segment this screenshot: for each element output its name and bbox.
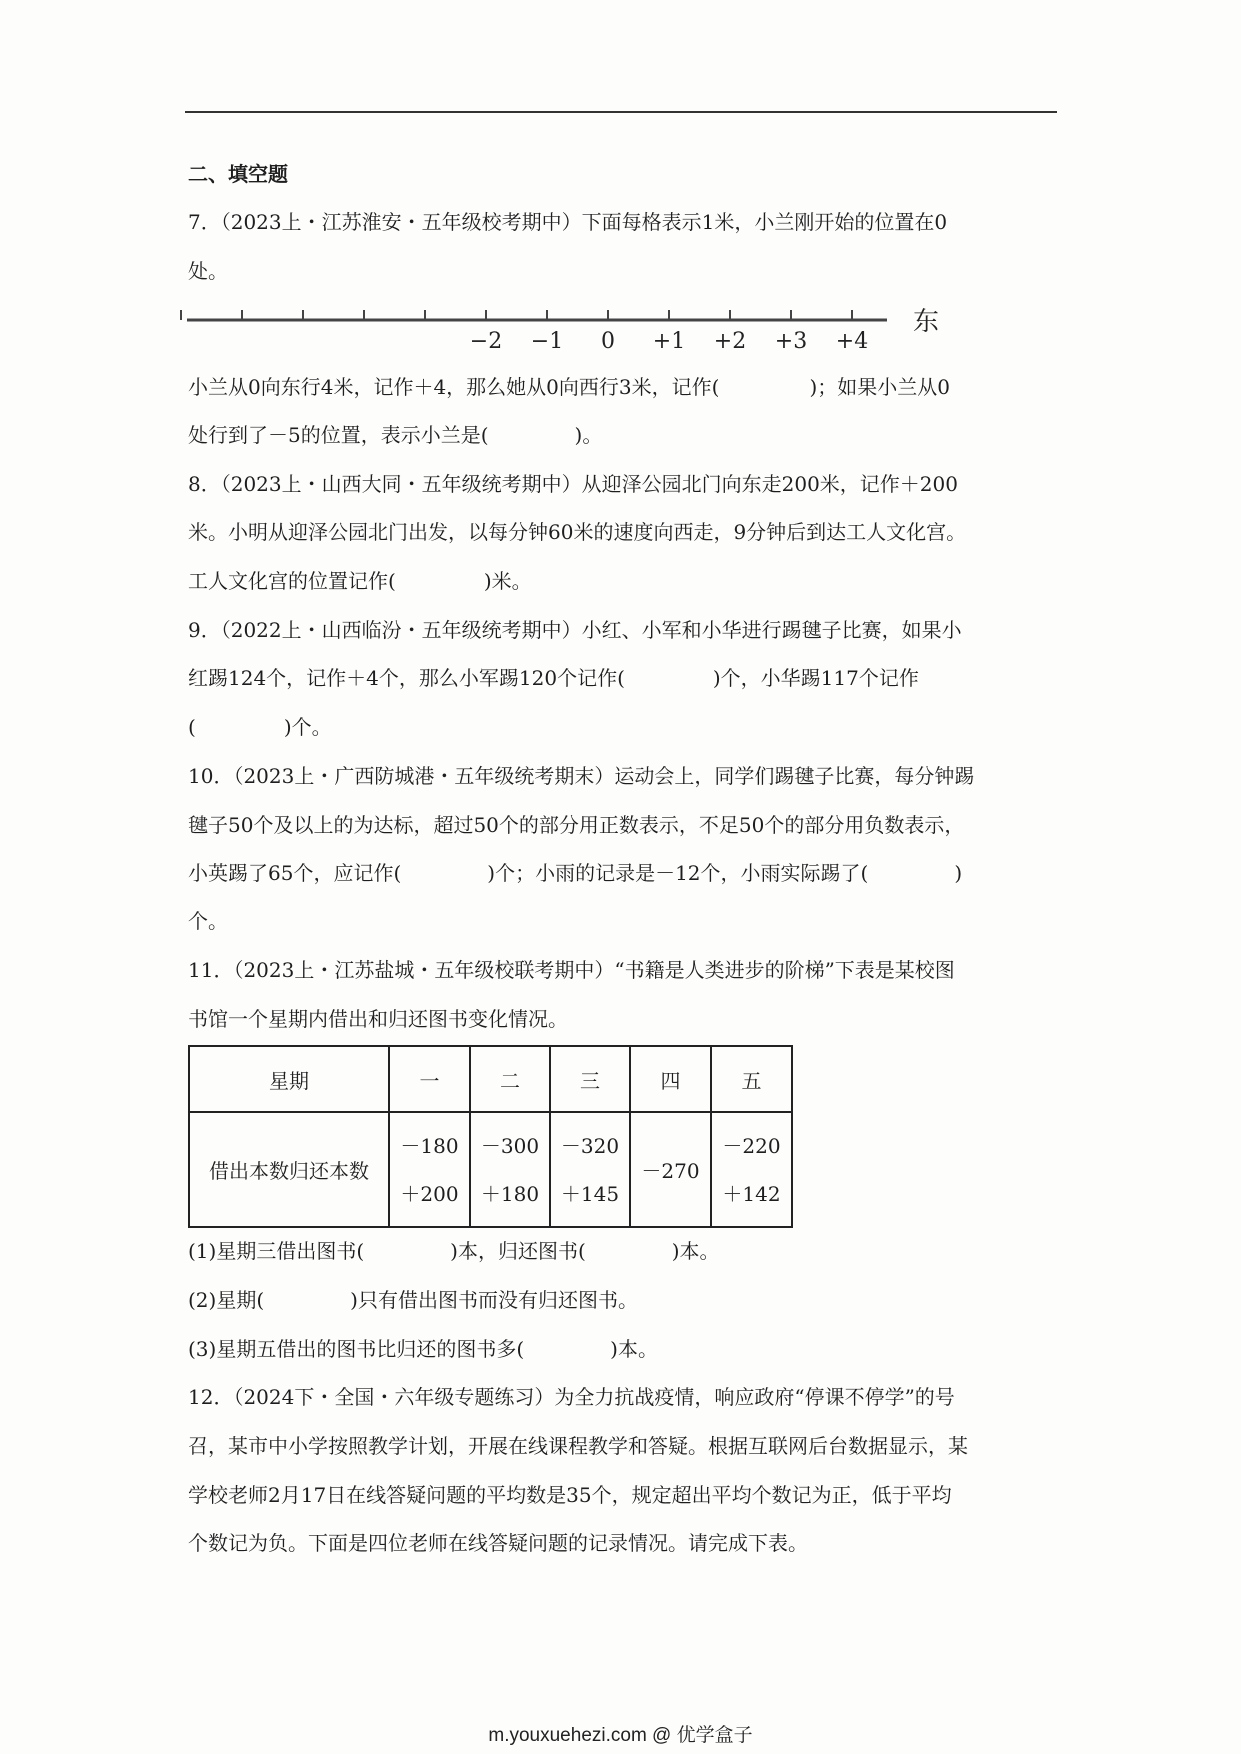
table-header-row: [189, 1046, 792, 1112]
table-header-cell: 五: [711, 1046, 792, 1112]
q8-line-3: 工人文化宫的位置记作( )米。: [188, 569, 532, 593]
table-cell: －220 ＋142: [722, 1133, 781, 1206]
number-line-label: +4: [835, 329, 869, 354]
table-cell: －180 ＋200: [400, 1133, 459, 1206]
q9-line-2: 红踢124个，记作＋4个，那么小军踢120个记作( )个，小华踢117个记作: [188, 666, 919, 690]
number-line-label: +1: [652, 329, 686, 354]
q11-sub-1: (1)星期三借出图书( )本，归还图书( )本。: [188, 1239, 720, 1263]
q8-line-2: 米。小明从迎泽公园北门出发，以每分钟60米的速度向西走，9分钟后到达工人文化宫。: [188, 520, 967, 544]
table-header-cell: 四: [630, 1046, 711, 1112]
q10-line-3: 小英踢了65个，应记作( )个；小雨的记录是－12个，小雨实际踢了( ): [188, 861, 963, 885]
table-row-label: 借出本数归还本数: [189, 1112, 389, 1227]
q11-line-2: 书馆一个星期内借出和归还图书变化情况。: [188, 1007, 568, 1031]
q10-line-4: 个。: [188, 909, 228, 933]
q7-line-3: 小兰从0向东行4米，记作＋4，那么她从0向西行3米，记作( )；如果小兰从0: [188, 375, 950, 399]
footer-watermark: m.youxuehezi.com @ 优学盒子: [488, 1725, 753, 1746]
q8-line-1: 8．（2023上・山西大同・五年级统考期中）从迎泽公园北门向东走200米，记作＋200: [188, 472, 958, 496]
number-line-label: +3: [774, 329, 808, 354]
number-line-label: −1: [530, 329, 564, 354]
table-header-cell: 三: [550, 1046, 630, 1112]
table-cell: －270: [641, 1159, 700, 1183]
q12-line-2: 召，某市中小学按照教学计划，开展在线课程教学和答疑。根据互联网后台数据显示，某: [188, 1434, 968, 1458]
number-line-label: −2: [469, 329, 503, 354]
table-cell: －320 ＋145: [560, 1133, 620, 1206]
library-table: [188, 1045, 793, 1228]
table-cell: －300 ＋180: [480, 1133, 540, 1206]
number-line-label: +2: [713, 329, 747, 354]
q7-line-1: 7．（2023上・江苏淮安・五年级校考期中）下面每格表示1米，小兰刚开始的位置在0: [188, 210, 948, 234]
q12-line-3: 学校老师2月17日在线答疑问题的平均数是35个，规定超出平均个数记为正，低于平均: [188, 1483, 952, 1507]
q9-line-3: ( )个。: [188, 715, 332, 739]
number-line: [0, 0, 1241, 360]
q11-sub-2: (2)星期( )只有借出图书而没有归还图书。: [188, 1288, 638, 1312]
table-header-cell: 一: [389, 1046, 470, 1112]
q12-line-1: 12．（2024下・全国・六年级专题练习）为全力抗战疫情，响应政府“停课不停学”的号: [188, 1385, 955, 1409]
direction-east-label: 东: [912, 307, 940, 337]
q9-line-1: 9．（2022上・山西临汾・五年级统考期中）小红、小军和小华进行踢毽子比赛，如果小: [188, 618, 962, 642]
q10-line-2: 毽子50个及以上的为达标，超过50个的部分用正数表示，不足50个的部分用负数表示，: [188, 813, 965, 837]
q7-line-4: 处行到了－5的位置，表示小兰是( )。: [188, 423, 603, 447]
table-header-cell: 星期: [189, 1046, 389, 1112]
section-title: 二、填空题: [188, 162, 288, 186]
table-header-cell: 二: [470, 1046, 550, 1112]
q12-line-4: 个数记为负。下面是四位老师在线答疑问题的记录情况。请完成下表。: [188, 1531, 808, 1555]
q11-line-1: 11．（2023上・江苏盐城・五年级校联考期中）“书籍是人类进步的阶梯”下表是某校图: [188, 958, 955, 982]
table-row: [189, 1112, 792, 1227]
number-line-label: 0: [601, 329, 615, 354]
q10-line-1: 10．（2023上・广西防城港・五年级统考期末）运动会上，同学们踢毽子比赛，每分钟踢: [188, 764, 975, 788]
q11-sub-3: (3)星期五借出的图书比归还的图书多( )本。: [188, 1337, 658, 1361]
q7-line-2: 处。: [188, 259, 228, 283]
